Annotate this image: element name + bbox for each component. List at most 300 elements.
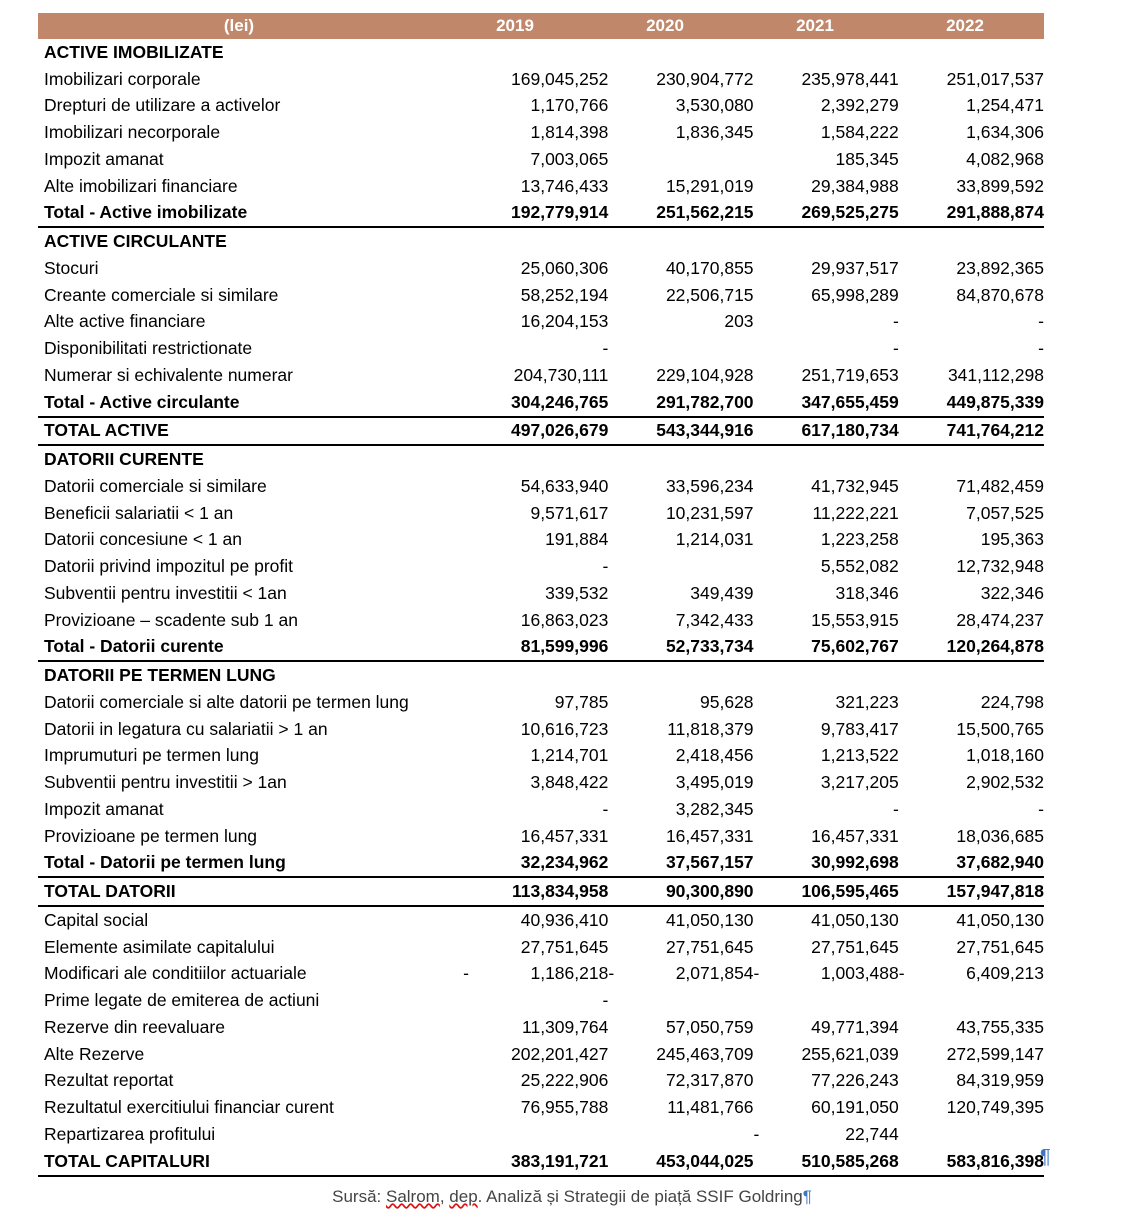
cell-value: - <box>1038 311 1044 332</box>
cell-value: 617,180,734 <box>801 420 899 441</box>
cell-value: 11,818,379 <box>667 718 754 739</box>
cell-value: 3,848,422 <box>530 772 609 793</box>
row-value-2022 <box>899 692 1044 713</box>
row-value-2020 <box>608 122 753 143</box>
row-value-2021 <box>754 937 899 958</box>
table-row <box>38 282 1044 309</box>
row-label: DATORII CURENTE <box>44 449 204 470</box>
row-value-2022 <box>899 95 1044 116</box>
row-value-2021 <box>754 503 899 524</box>
cell-value: 497,026,679 <box>511 420 609 441</box>
table-row <box>38 689 1044 716</box>
row-value-2020 <box>608 1044 753 1065</box>
row-value-2022 <box>899 963 1044 984</box>
row-label: Subventii pentru investitii < 1an <box>44 582 287 603</box>
row-value-2022 <box>899 311 1044 332</box>
table-row <box>38 878 1044 907</box>
row-value-2021 <box>754 852 899 873</box>
row-value-2019 <box>463 149 608 170</box>
source-prefix: Sursă: <box>332 1187 386 1206</box>
table-row <box>38 850 1044 879</box>
cell-value: 11,222,221 <box>812 502 899 523</box>
cell-value: 251,017,537 <box>946 68 1044 89</box>
cell-value: 5,552,082 <box>820 556 899 577</box>
table-row <box>38 553 1044 580</box>
header-year-2019: 2019 <box>496 16 534 35</box>
cell-value: 75,602,767 <box>811 636 899 657</box>
cell-value: 25,060,306 <box>520 257 609 278</box>
table-row <box>38 716 1044 743</box>
table-row <box>38 823 1044 850</box>
table-row <box>38 473 1044 500</box>
table-row <box>38 1094 1044 1121</box>
cell-value: 6,409,213 <box>966 963 1044 984</box>
cell-value: 95,628 <box>700 691 754 712</box>
source-pilcrow: ¶ <box>802 1187 812 1206</box>
row-value-2020 <box>608 529 753 550</box>
cell-value: 15,291,019 <box>665 175 754 196</box>
cell-value: 245,463,709 <box>656 1043 754 1064</box>
table-row <box>38 309 1044 336</box>
row-label: Datorii privind impozitul pe profit <box>44 556 293 577</box>
row-value-2019 <box>463 910 608 931</box>
cell-value: 195,363 <box>980 529 1044 550</box>
row-value-2020 <box>608 583 753 604</box>
table-row <box>38 362 1044 389</box>
cell-value: 97,785 <box>554 691 609 712</box>
row-value-2019 <box>463 311 608 332</box>
row-label: Datorii comerciale si similare <box>44 475 267 496</box>
cell-value: 84,319,959 <box>956 1070 1044 1091</box>
row-value-2020 <box>608 963 753 984</box>
cell-value: 741,764,212 <box>946 420 1044 441</box>
source-caption <box>0 1187 1144 1207</box>
row-label: Stocuri <box>44 257 99 278</box>
row-label: Total - Datorii pe termen lung <box>44 852 286 873</box>
row-label: Provizioane – scadente sub 1 an <box>44 609 298 630</box>
cell-value: 7,342,433 <box>675 609 754 630</box>
row-value-2019 <box>463 636 608 657</box>
cell-value: - <box>602 556 609 577</box>
row-value-2022 <box>899 122 1044 143</box>
cell-value: 510,585,268 <box>801 1150 899 1171</box>
source-word-salrom: Salrom <box>385 1187 440 1206</box>
row-value-2022 <box>899 852 1044 873</box>
table-row <box>38 228 1044 255</box>
cell-value: 1,836,345 <box>675 122 754 143</box>
cell-value: 16,204,153 <box>520 311 609 332</box>
row-label: TOTAL ACTIVE <box>44 420 169 441</box>
row-value-2020 <box>608 826 753 847</box>
cell-value: 204,730,111 <box>513 364 609 385</box>
row-value-2019 <box>463 719 608 740</box>
row-label: ACTIVE IMOBILIZATE <box>44 41 224 62</box>
row-value-2022 <box>899 69 1044 90</box>
cell-value: 255,621,039 <box>801 1043 899 1064</box>
row-value-2022 <box>899 529 1044 550</box>
cell-value: 37,567,157 <box>665 852 754 873</box>
cell-value: 72,317,870 <box>665 1070 754 1091</box>
cell-value: 33,596,234 <box>665 475 754 496</box>
row-value-2022 <box>899 176 1044 197</box>
row-value-2020 <box>608 285 753 306</box>
row-value-2020 <box>608 719 753 740</box>
table-row <box>38 987 1044 1014</box>
cell-value: 272,599,147 <box>946 1043 1044 1064</box>
cell-value: 291,888,874 <box>946 202 1044 223</box>
row-value-2020 <box>608 1097 753 1118</box>
row-label: Datorii comerciale si alte datorii pe termen lung <box>44 691 409 712</box>
row-value-2022 <box>899 392 1044 413</box>
row-value-2021 <box>754 285 899 306</box>
negative-sign: - <box>753 1123 760 1144</box>
cell-value: 22,506,715 <box>665 284 754 305</box>
row-label: Rezultatul exercitiului financiar curent <box>44 1097 334 1118</box>
row-value-2021 <box>754 1017 899 1038</box>
negative-sign: - <box>608 963 615 984</box>
row-label: Creante comerciale si similare <box>44 284 279 305</box>
row-value-2021 <box>754 149 899 170</box>
cell-value: 251,562,215 <box>656 202 754 223</box>
cell-value: 9,783,417 <box>820 718 899 739</box>
table-row <box>38 255 1044 282</box>
header-year-2022: 2022 <box>946 16 984 35</box>
table-row <box>38 66 1044 93</box>
row-value-2022 <box>899 503 1044 524</box>
cell-value: 1,018,160 <box>966 745 1044 766</box>
row-value-2021 <box>754 176 899 197</box>
row-value-2019 <box>463 772 608 793</box>
row-value-2020 <box>608 692 753 713</box>
table-row <box>38 527 1044 554</box>
cell-value: 7,003,065 <box>530 148 609 169</box>
cell-value: 11,309,764 <box>522 1016 609 1037</box>
row-value-2020 <box>608 881 753 902</box>
paragraph-mark: ¶ <box>1040 1146 1051 1168</box>
row-value-2020 <box>608 202 753 223</box>
cell-value: 203 <box>724 311 754 332</box>
cell-value: 3,495,019 <box>675 772 754 793</box>
cell-value: 65,998,289 <box>811 284 899 305</box>
cell-value: 2,418,456 <box>675 745 754 766</box>
cell-value: - <box>1038 338 1044 359</box>
row-label: Imobilizari necorporale <box>44 122 221 143</box>
cell-value: 202,201,427 <box>511 1043 609 1064</box>
row-label: Imobilizari corporale <box>44 68 201 89</box>
cell-value: 16,863,023 <box>520 609 609 630</box>
cell-value: 191,884 <box>545 529 609 550</box>
cell-value: 32,234,962 <box>520 852 609 873</box>
header-year-2020: 2020 <box>646 16 684 35</box>
cell-value: 43,755,335 <box>956 1016 1044 1037</box>
cell-value: 229,104,928 <box>656 364 754 385</box>
row-value-2021 <box>754 1044 899 1065</box>
cell-value: 71,482,459 <box>956 475 1044 496</box>
row-value-2021 <box>754 719 899 740</box>
row-value-2022 <box>899 610 1044 631</box>
row-value-2022 <box>899 1097 1044 1118</box>
cell-value: - <box>1038 798 1044 819</box>
cell-value: 1,254,471 <box>966 95 1044 116</box>
cell-value: 169,045,252 <box>511 68 609 89</box>
cell-value: 583,816,398 <box>946 1150 1044 1171</box>
cell-value: 1,584,222 <box>820 122 899 143</box>
row-label: Subventii pentru investitii > 1an <box>44 772 287 793</box>
cell-value: 1,634,306 <box>966 122 1044 143</box>
row-value-2021 <box>754 583 899 604</box>
row-label: Provizioane pe termen lung <box>44 825 258 846</box>
row-value-2022 <box>899 719 1044 740</box>
row-value-2019 <box>463 176 608 197</box>
source-sep: , <box>439 1187 450 1206</box>
row-label: Datorii concesiune < 1 an <box>44 529 242 550</box>
negative-sign: - <box>463 963 469 984</box>
cell-value: 269,525,275 <box>801 202 899 223</box>
row-value-2021 <box>754 1097 899 1118</box>
row-value-2019 <box>463 69 608 90</box>
row-value-2022 <box>899 772 1044 793</box>
row-value-2019 <box>463 852 608 873</box>
row-label: Total - Active circulante <box>44 391 240 412</box>
cell-value: 29,937,517 <box>811 257 899 278</box>
row-label: Elemente asimilate capitalului <box>44 936 275 957</box>
cell-value: 27,751,645 <box>811 936 899 957</box>
row-value-2019 <box>463 1044 608 1065</box>
cell-value: 383,191,721 <box>511 1150 609 1171</box>
row-value-2020 <box>608 852 753 873</box>
cell-value: 30,992,698 <box>811 852 899 873</box>
row-value-2020 <box>608 1151 753 1172</box>
cell-value: 28,474,237 <box>956 609 1044 630</box>
cell-value: 224,798 <box>980 691 1044 712</box>
row-value-2019 <box>463 799 608 820</box>
header-year-2021: 2021 <box>796 16 834 35</box>
cell-value: 77,226,243 <box>811 1070 899 1091</box>
row-value-2021 <box>754 365 899 386</box>
header-unit-label: (lei) <box>223 16 255 35</box>
cell-value: 41,050,130 <box>956 909 1044 930</box>
cell-value: 60,191,050 <box>811 1097 899 1118</box>
cell-value: 16,457,331 <box>665 825 754 846</box>
table-row <box>38 934 1044 961</box>
row-value-2021 <box>754 202 899 223</box>
row-value-2019 <box>463 692 608 713</box>
cell-value: 1,214,031 <box>675 529 754 550</box>
row-value-2020 <box>608 95 753 116</box>
row-value-2021 <box>754 69 899 90</box>
table-row <box>38 607 1044 634</box>
row-value-2019 <box>463 1151 608 1172</box>
row-value-2020 <box>608 503 753 524</box>
table-row <box>38 1121 1044 1148</box>
cell-value: 120,264,878 <box>946 636 1044 657</box>
cell-value: - <box>892 311 899 332</box>
row-value-2021 <box>754 556 899 577</box>
row-value-2019 <box>463 285 608 306</box>
row-label: Numerar si echivalente numerar <box>44 364 293 385</box>
row-label: Imprumuturi pe termen lung <box>44 745 259 766</box>
cell-value: 12,732,948 <box>956 556 1044 577</box>
cell-value: 18,036,685 <box>956 825 1044 846</box>
row-value-2022 <box>899 1151 1044 1172</box>
negative-sign: - <box>898 963 905 984</box>
row-value-2019 <box>463 529 608 550</box>
cell-value: - <box>892 338 899 359</box>
table-row <box>38 389 1044 418</box>
row-value-2021 <box>754 1070 899 1091</box>
row-value-2020 <box>608 772 753 793</box>
cell-value: 321,223 <box>835 691 899 712</box>
cell-value: 13,746,433 <box>520 175 609 196</box>
row-value-2019 <box>463 745 608 766</box>
row-value-2020 <box>608 420 753 441</box>
cell-value: 9,571,617 <box>530 502 609 523</box>
cell-value: 1,170,766 <box>530 95 609 116</box>
row-value-2022 <box>899 1044 1044 1065</box>
row-value-2022 <box>899 258 1044 279</box>
row-value-2019 <box>463 1097 608 1118</box>
row-label: Total - Datorii curente <box>44 636 224 657</box>
cell-value: 11,481,766 <box>667 1097 754 1118</box>
row-value-2021 <box>754 95 899 116</box>
cell-value: 235,978,441 <box>801 68 899 89</box>
cell-value: 4,082,968 <box>966 148 1044 169</box>
row-value-2021 <box>754 826 899 847</box>
cell-value: 40,936,410 <box>520 909 609 930</box>
cell-value: 2,392,279 <box>820 95 899 116</box>
table-row <box>38 580 1044 607</box>
table-row <box>38 418 1044 447</box>
row-value-2022 <box>899 636 1044 657</box>
row-value-2022 <box>899 202 1044 223</box>
table-row <box>38 1148 1044 1177</box>
source-suffix: . Analiză și Strategii de piață SSIF Goldring <box>477 1187 803 1206</box>
row-value-2022 <box>899 476 1044 497</box>
cell-value: 58,252,194 <box>520 284 609 305</box>
cell-value: 1,214,701 <box>530 745 609 766</box>
row-label: TOTAL CAPITALURI <box>44 1150 210 1171</box>
cell-value: 543,344,916 <box>656 420 754 441</box>
cell-value: 347,655,459 <box>801 391 899 412</box>
row-value-2021 <box>754 963 899 984</box>
table-row <box>38 907 1044 934</box>
cell-value: 2,902,532 <box>966 772 1044 793</box>
row-value-2022 <box>899 745 1044 766</box>
row-value-2021 <box>754 476 899 497</box>
cell-value: 41,732,945 <box>811 475 899 496</box>
cell-value: 52,733,734 <box>665 636 754 657</box>
row-label: Rezerve din reevaluare <box>44 1016 225 1037</box>
cell-value: 192,779,914 <box>511 202 609 223</box>
row-label: Alte imobilizari financiare <box>44 175 238 196</box>
cell-value: 3,217,205 <box>820 772 899 793</box>
row-value-2021 <box>754 420 899 441</box>
row-value-2022 <box>899 1070 1044 1091</box>
cell-value: 27,751,645 <box>520 936 609 957</box>
row-value-2020 <box>608 392 753 413</box>
row-value-2019 <box>463 610 608 631</box>
cell-value: 339,532 <box>545 582 609 603</box>
cell-value: 453,044,025 <box>656 1150 754 1171</box>
row-value-2021 <box>754 1124 899 1145</box>
row-label: Rezultat reportat <box>44 1070 174 1091</box>
row-label: Drepturi de utilizare a activelor <box>44 95 281 116</box>
row-value-2021 <box>754 122 899 143</box>
row-value-2021 <box>754 745 899 766</box>
row-label: Datorii in legatura cu salariatii > 1 an <box>44 718 328 739</box>
row-value-2019 <box>463 420 608 441</box>
row-value-2020 <box>608 176 753 197</box>
row-label: Alte active financiare <box>44 311 206 332</box>
cell-value: 291,782,700 <box>656 391 754 412</box>
row-label: Impozit amanat <box>44 148 164 169</box>
cell-value: 15,553,915 <box>811 609 899 630</box>
table-row <box>38 634 1044 663</box>
table-row <box>38 500 1044 527</box>
cell-value: 10,616,723 <box>520 718 609 739</box>
row-value-2021 <box>754 311 899 332</box>
cell-value: 1,814,398 <box>530 122 609 143</box>
row-value-2022 <box>899 149 1044 170</box>
cell-value: 322,346 <box>980 582 1044 603</box>
balance-sheet-table <box>38 13 1044 1177</box>
row-value-2022 <box>899 365 1044 386</box>
row-value-2020 <box>608 745 753 766</box>
table-row <box>38 1068 1044 1095</box>
row-value-2019 <box>463 963 608 984</box>
cell-value: 41,050,130 <box>665 909 754 930</box>
table-row <box>38 146 1044 173</box>
row-value-2021 <box>754 258 899 279</box>
row-value-2020 <box>608 311 753 332</box>
row-value-2020 <box>608 69 753 90</box>
row-value-2020 <box>608 610 753 631</box>
cell-value: 2,071,854 <box>675 963 754 984</box>
cell-value: 10,231,597 <box>665 502 754 523</box>
cell-value: 3,282,345 <box>675 798 754 819</box>
cell-value: - <box>892 798 899 819</box>
cell-value: 341,112,298 <box>947 364 1044 385</box>
table-row <box>38 796 1044 823</box>
cell-value: 7,057,525 <box>966 502 1044 523</box>
cell-value: 318,346 <box>835 582 899 603</box>
table-row <box>38 1014 1044 1041</box>
table-row <box>38 119 1044 146</box>
table-row <box>38 39 1044 66</box>
row-value-2021 <box>754 610 899 631</box>
table-body <box>38 39 1044 1177</box>
row-label: ACTIVE CIRCULANTE <box>44 231 227 252</box>
cell-value: 27,751,645 <box>956 936 1044 957</box>
row-value-2019 <box>463 202 608 223</box>
row-value-2019 <box>463 503 608 524</box>
row-value-2019 <box>463 258 608 279</box>
row-value-2019 <box>463 122 608 143</box>
cell-value: 251,719,653 <box>801 364 899 385</box>
row-label: Repartizarea profitului <box>44 1123 216 1144</box>
row-label: Impozit amanat <box>44 798 164 819</box>
cell-value: 40,170,855 <box>665 257 754 278</box>
cell-value: 157,947,818 <box>946 881 1044 902</box>
negative-sign: - <box>753 963 760 984</box>
cell-value: 90,300,890 <box>665 881 754 902</box>
cell-value: 81,599,996 <box>520 636 609 657</box>
row-value-2021 <box>754 1151 899 1172</box>
row-value-2022 <box>899 881 1044 902</box>
table-row <box>38 200 1044 229</box>
table-row <box>38 961 1044 988</box>
row-value-2020 <box>608 636 753 657</box>
